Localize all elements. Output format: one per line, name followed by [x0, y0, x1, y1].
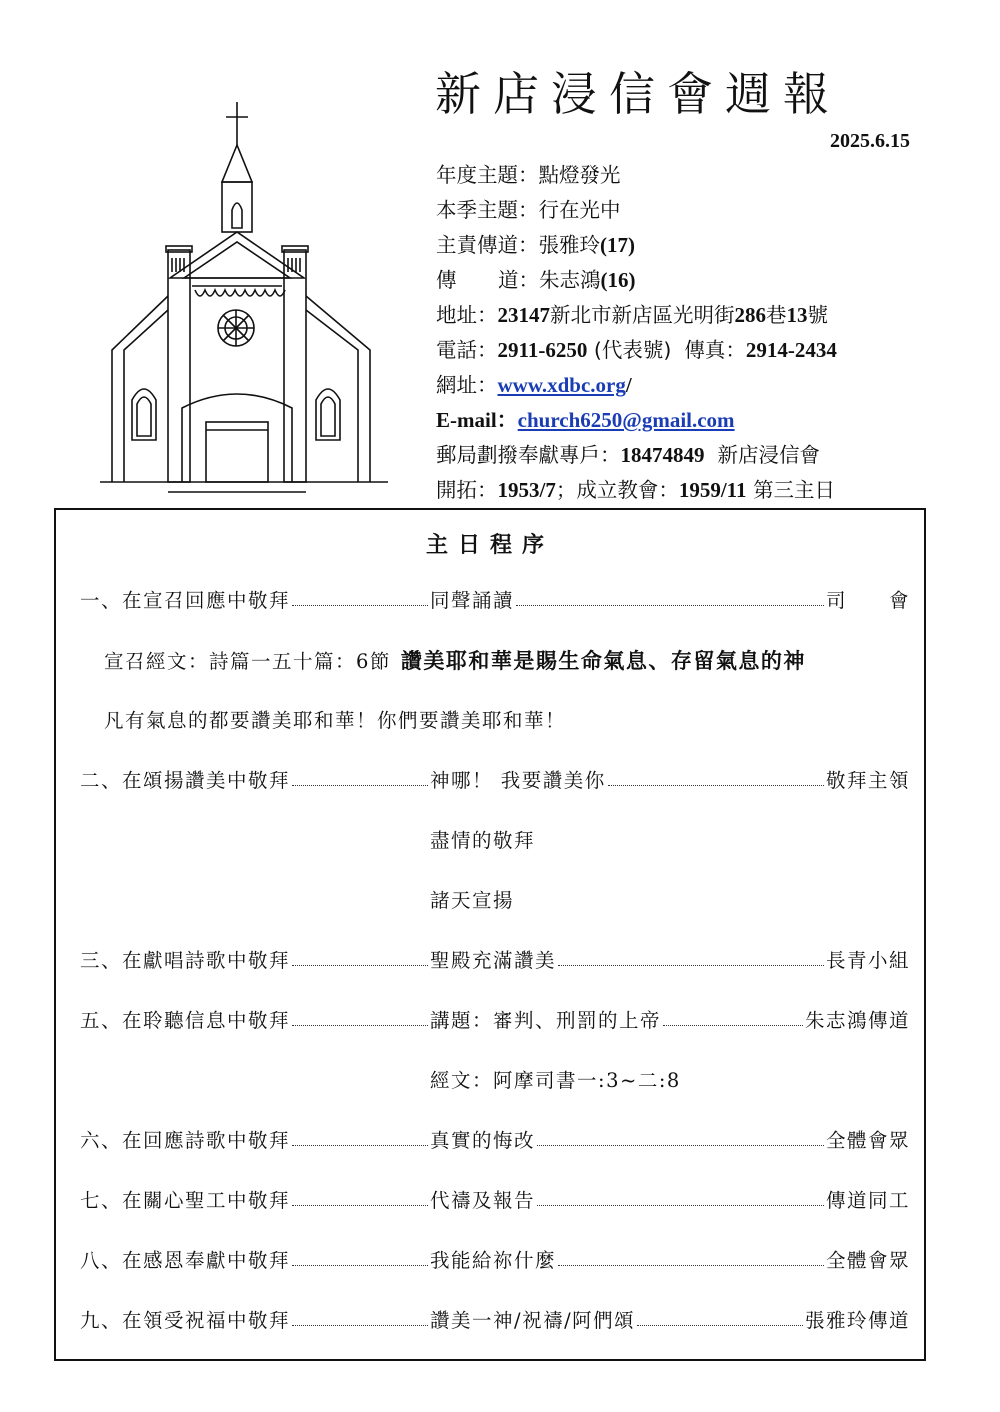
email-row: E-mail：church6250@gmail.com — [436, 408, 735, 432]
song-extra: 盡情的敬拜 — [430, 829, 536, 852]
call-verse-text: 凡有氣息的都要讚美耶和華！你們要讚美耶和華！ — [104, 709, 567, 732]
website-link[interactable]: www.xdbc.org — [497, 373, 626, 397]
address-row: 地址：23147新北市新店區光明街286巷13號 — [436, 303, 828, 327]
postal-row: 郵局劃撥奉獻專戶：18474849 新店浸信會 — [436, 443, 821, 467]
pastor-row: 傳 道：朱志鴻(16) — [436, 268, 636, 292]
program-item: 八、在感恩奉獻中敬拜 我能給祢什麼 全體會眾 — [80, 1246, 908, 1276]
scripture: 經文：阿摩司書一:3~二:8 — [430, 1069, 681, 1092]
page-title: 新店浸信會週報 — [435, 67, 841, 121]
lead-pastor-row: 主責傳道：張雅玲(17) — [436, 233, 635, 257]
church-illustration — [100, 100, 390, 500]
season-theme-row: 本季主題：行在光中 — [436, 198, 621, 222]
program-item: 七、在關心聖工中敬拜 代禱及報告 傳道同工 — [80, 1186, 908, 1216]
program-item: 五、在聆聽信息中敬拜 講題：審判、刑罰的上帝 朱志鴻傳道 — [80, 1006, 908, 1036]
bulletin-date: 2025.6.15 — [830, 130, 910, 152]
phone-row: 電話：2911-6250 (代表號) 傳真：2914-2434 — [436, 338, 837, 362]
program-item: 三、在獻唱詩歌中敬拜 聖殿充滿讚美 長青小組 — [80, 946, 908, 976]
email-link[interactable]: church6250@gmail.com — [517, 408, 735, 432]
program-item: 一、在宣召回應中敬拜 同聲誦讀 司 會 — [80, 586, 908, 616]
call-verse: 宣召經文：詩篇一五十篇：6節 讚美耶和華是賜生命氣息、存留氣息的神 — [104, 648, 806, 673]
program-title: 主日程序 — [425, 532, 554, 558]
program-item: 九、在領受祝福中敬拜 讚美一神/祝禱/阿們頌 張雅玲傳道 — [80, 1306, 908, 1336]
song-extra: 諸天宣揚 — [430, 889, 515, 912]
order-of-service — [54, 508, 926, 1361]
website-row: 網址：www.xdbc.org/ — [436, 373, 632, 397]
annual-theme-row: 年度主題：點燈發光 — [436, 163, 621, 187]
program-item: 六、在回應詩歌中敬拜 真實的悔改 全體會眾 — [80, 1126, 908, 1156]
founded-row: 開拓：1953/7；成立教會：1959/11 第三主日 — [436, 478, 836, 502]
program-item: 二、在頌揚讚美中敬拜 神哪！ 我要讚美你 敬拜主領 — [80, 766, 908, 796]
church-info — [436, 158, 956, 508]
